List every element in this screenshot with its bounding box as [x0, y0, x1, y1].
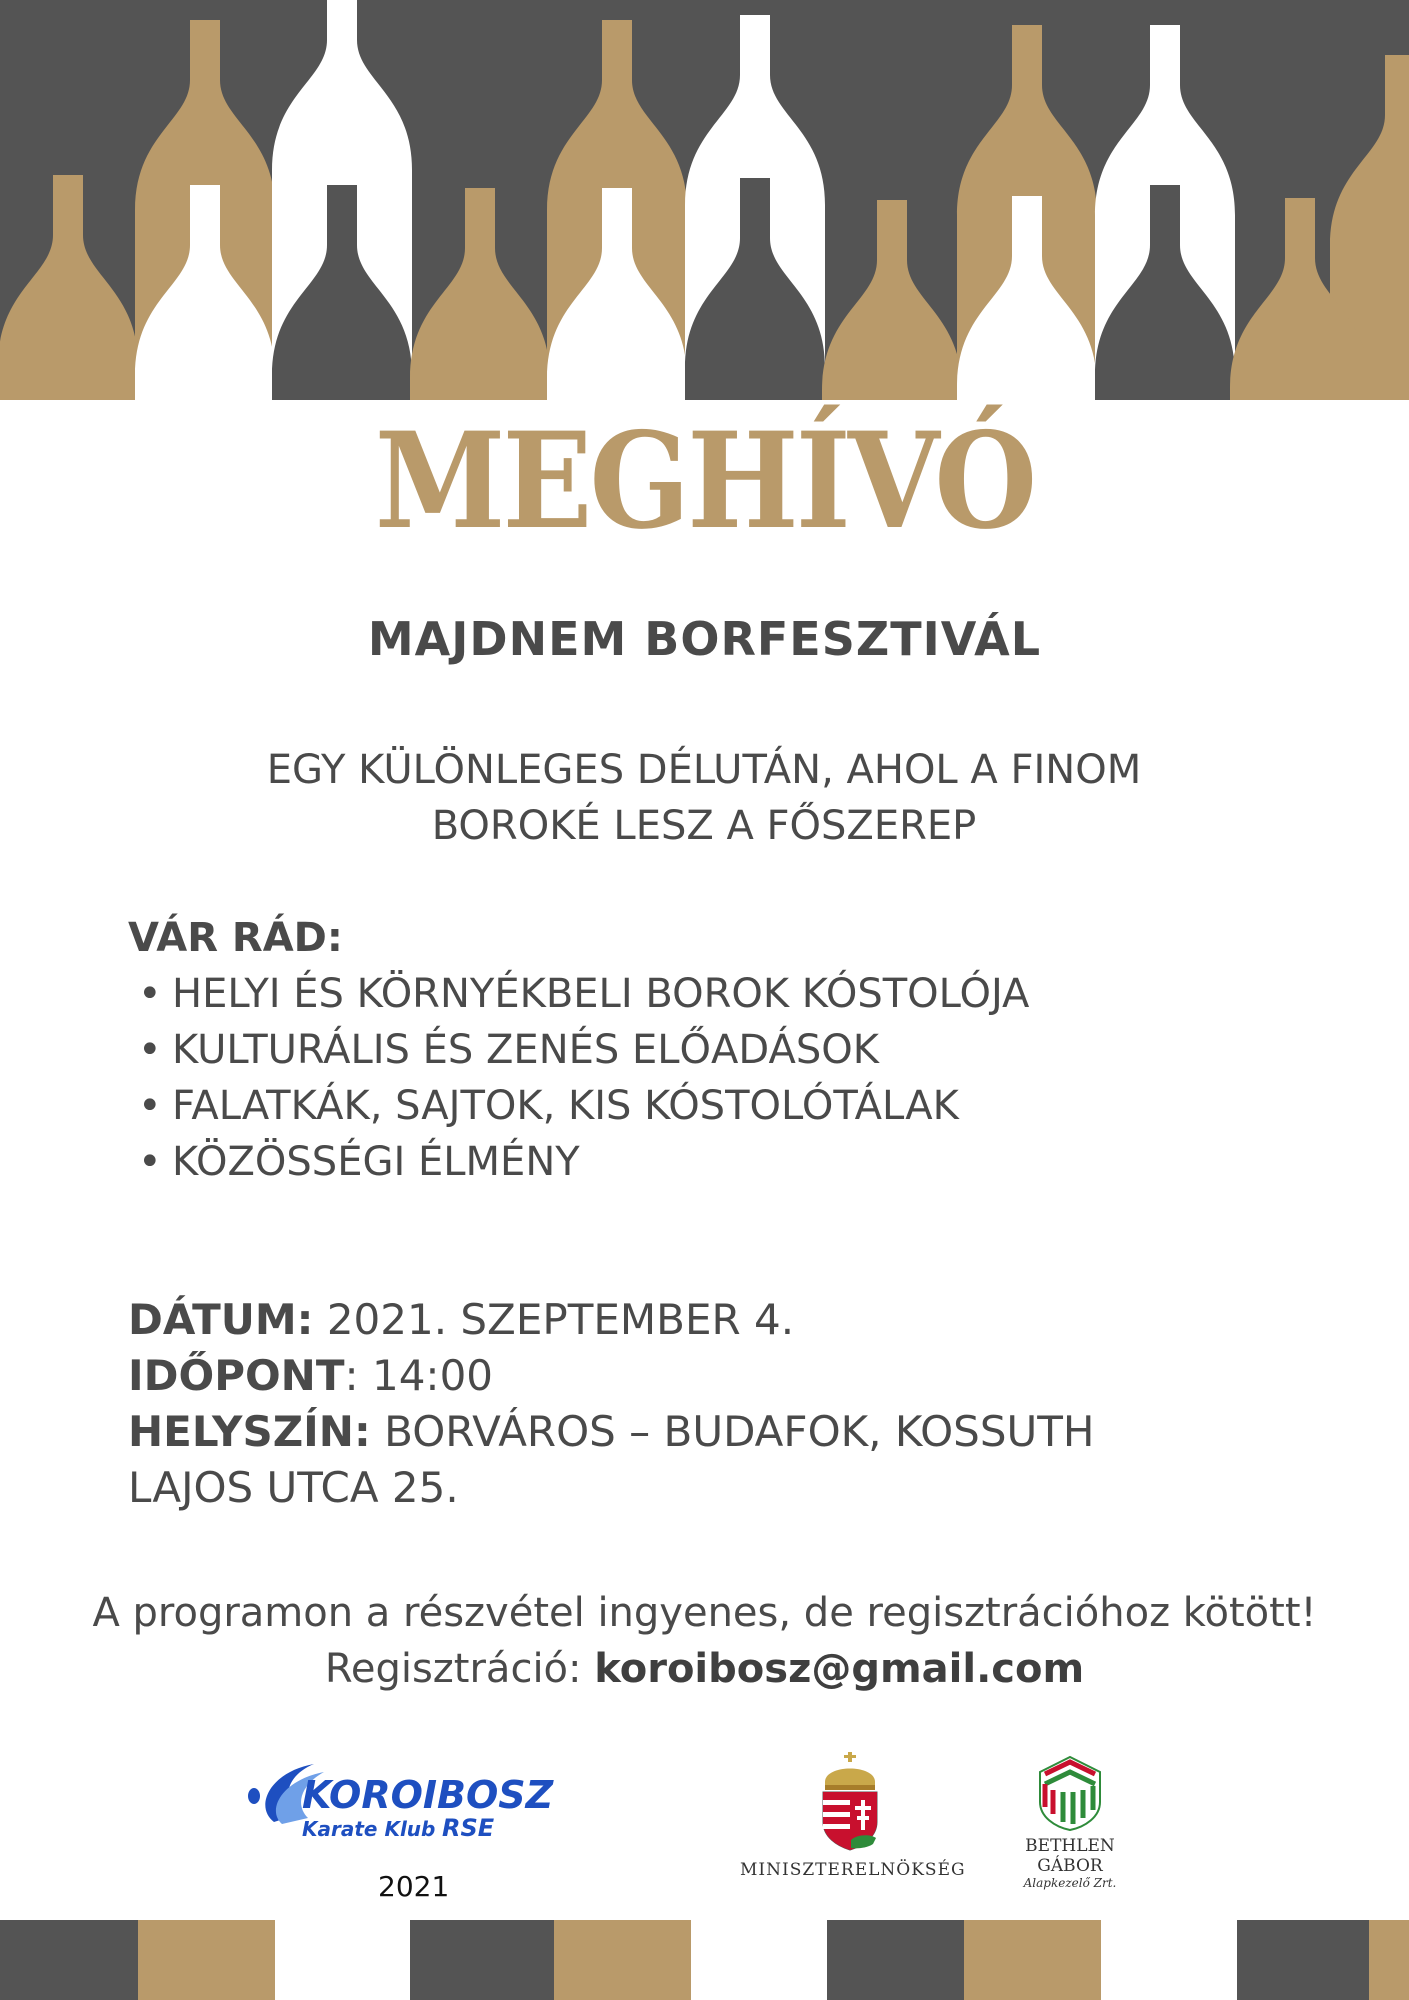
tagline-line-1: EGY KÜLÖNLEGES DÉLUTÁN, AHOL A FINOM — [266, 747, 1142, 793]
bethlen-caption-1: BETHLEN GÁBOR — [1025, 1836, 1115, 1876]
event-details — [128, 1292, 1094, 1516]
bullet-icon: • — [138, 1027, 162, 1073]
date-row — [128, 1292, 1094, 1348]
wine-bottles-banner — [0, 0, 1409, 400]
list-item-text: KULTURÁLIS ÉS ZENÉS ELŐADÁSOK — [172, 1027, 879, 1073]
location-value-line-1: BORVÁROS – BUDAFOK, KOSSUTH — [384, 1407, 1095, 1456]
logo-year: 2021 — [378, 1870, 450, 1903]
time-row — [128, 1348, 1094, 1404]
list-item-text: FALATKÁK, SAJTOK, KIS KÓSTOLÓTÁLAK — [172, 1083, 959, 1129]
miniszterelnokseg-logo — [740, 1752, 966, 1882]
program-list — [128, 910, 1029, 1190]
koroibosz-sub-1: Karate Klub — [302, 1817, 436, 1841]
registration-notice — [0, 1585, 1409, 1697]
list-item — [128, 1134, 1029, 1190]
invitation-title: MEGHÍVÓ — [374, 402, 1035, 559]
registration-email-link[interactable]: koroibosz@gmail.com — [594, 1646, 1085, 1692]
bullet-icon: • — [138, 971, 162, 1017]
free-entry-notice: A programon a részvétel ingyenes, de regisztrációhoz kötött! — [92, 1590, 1317, 1636]
bottom-decorative-strip — [0, 1920, 1409, 2000]
koroibosz-name: KOROIBOSZ — [302, 1773, 554, 1817]
event-tagline — [104, 742, 1304, 854]
registration-line — [0, 1641, 1409, 1697]
time-value: : 14:00 — [344, 1351, 494, 1400]
bethlen-caption-2: Alapkezelő Zrt. — [1023, 1876, 1117, 1890]
location-label: HELYSZÍN: — [128, 1407, 371, 1456]
location-row-2 — [128, 1460, 1094, 1516]
miniszterelnokseg-caption: MINISZTERELNÖKSÉG — [740, 1860, 966, 1880]
bethlen-gabor-logo — [990, 1752, 1150, 1890]
date-value: 2021. SZEPTEMBER 4. — [326, 1295, 795, 1344]
list-item — [128, 966, 1029, 1022]
tagline-line-2: BOROKÉ LESZ A FŐSZEREP — [431, 803, 977, 849]
hungarian-coat-of-arms-icon — [815, 1752, 885, 1852]
bethlen-gabor-emblem-icon — [1035, 1752, 1105, 1832]
time-label: IDŐPONT — [128, 1351, 345, 1400]
event-name: MAJDNEM BORFESZTIVÁL — [367, 612, 1042, 666]
bullet-icon: • — [138, 1083, 162, 1129]
list-item-text: KÖZÖSSÉGI ÉLMÉNY — [172, 1139, 580, 1185]
list-item-text: HELYI ÉS KÖRNYÉKBELI BOROK KÓSTOLÓJA — [172, 971, 1030, 1017]
list-item — [128, 1022, 1029, 1078]
list-item — [128, 1078, 1029, 1134]
koroibosz-sub-2: RSE — [442, 1814, 495, 1842]
location-row — [128, 1404, 1094, 1460]
koroibosz-logo — [244, 1752, 584, 1862]
location-value-line-2: LAJOS UTCA 25. — [128, 1463, 459, 1512]
bullet-icon: • — [138, 1139, 162, 1185]
koroibosz-emblem-icon — [244, 1752, 584, 1862]
registration-label: Regisztráció: — [324, 1646, 582, 1692]
program-list-label: VÁR RÁD: — [128, 915, 343, 961]
date-label: DÁTUM: — [128, 1295, 314, 1344]
